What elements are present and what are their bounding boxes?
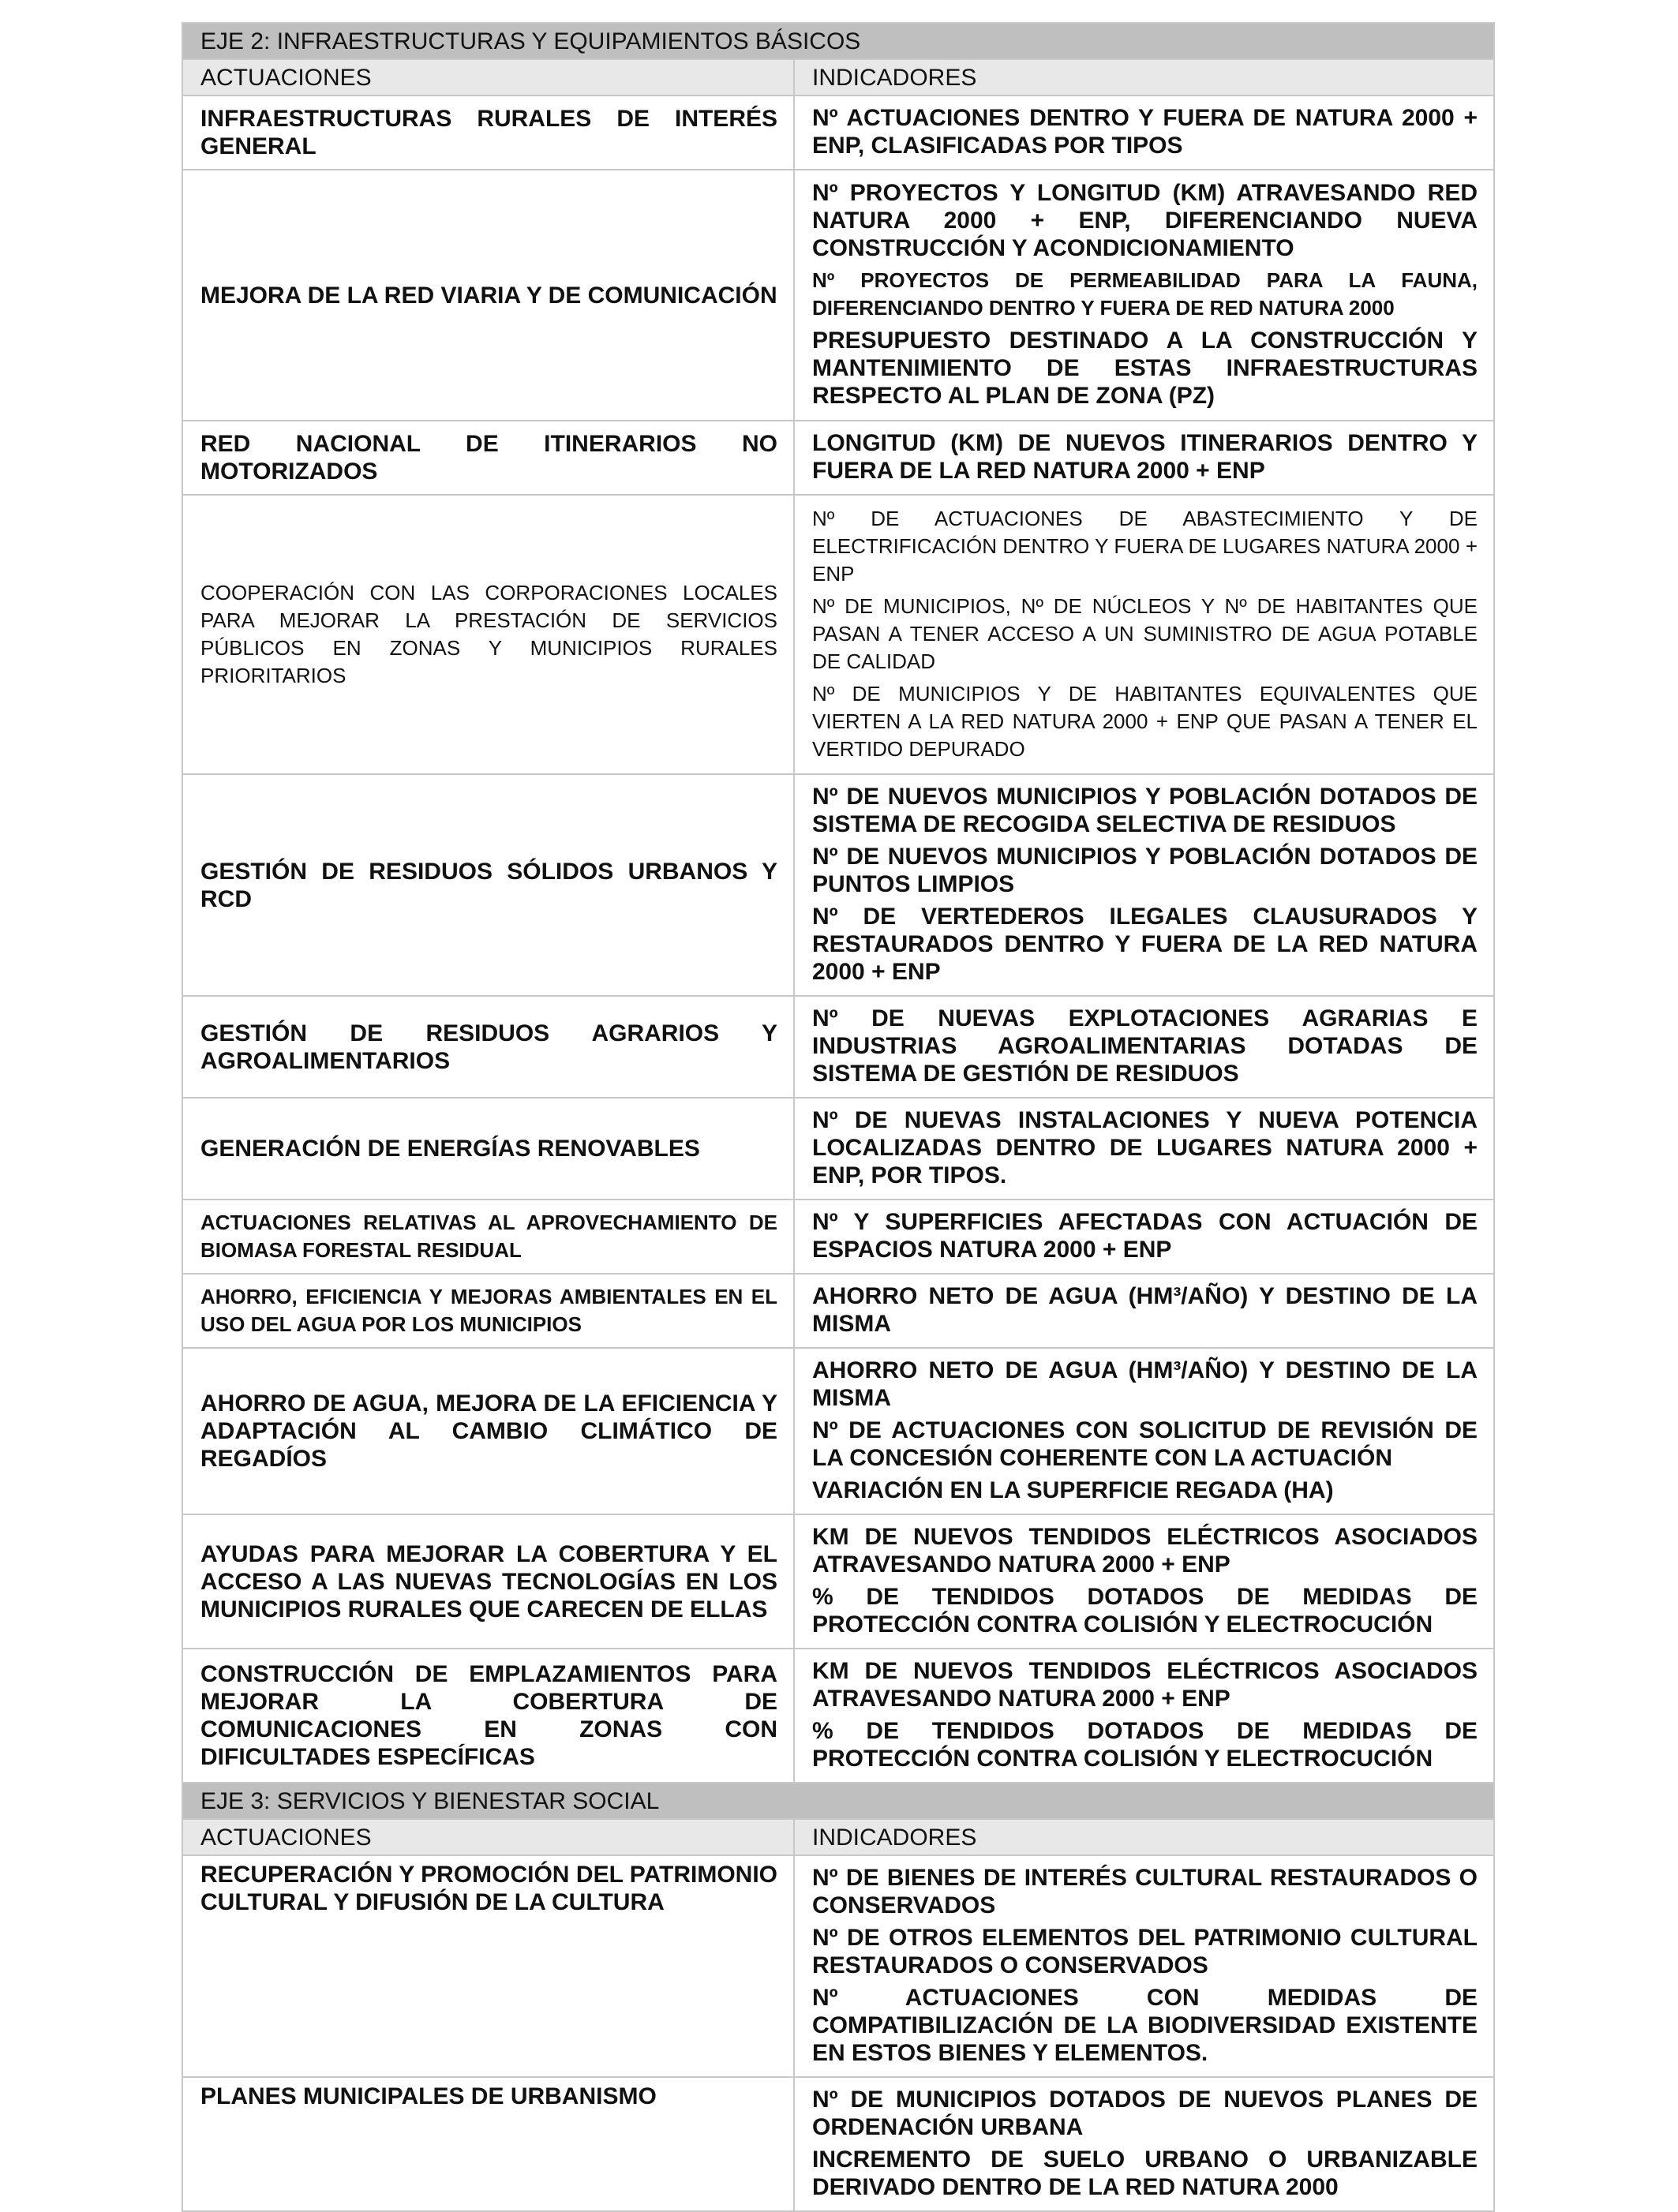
indicadores-cell xyxy=(794,95,1494,170)
indicadores-cell xyxy=(794,1649,1494,1783)
table-row xyxy=(182,1855,1494,2077)
indicador: Nº DE MUNICIPIOS DOTADOS DE NUEVOS PLANES DE ORDENACIÓN URBANA xyxy=(812,2087,1478,2140)
table-row xyxy=(182,95,1494,170)
column-header-indicadores: INDICADORES xyxy=(794,1819,1494,1855)
indicadores-cell xyxy=(794,1348,1494,1514)
actuacion-cell: RED NACIONAL DE ITINERARIOS NO MOTORIZADOS xyxy=(182,421,794,495)
indicador: VARIACIÓN EN LA SUPERFICIE REGADA (HA) xyxy=(812,1477,1334,1503)
indicador: AHORRO NETO DE AGUA (HM³/AÑO) Y DESTINO DE LA MISMA xyxy=(812,1283,1478,1337)
indicador: % DE TENDIDOS DOTADOS DE MEDIDAS DE PROTECCIÓN CONTRA COLISIÓN Y ELECTROCUCIÓN xyxy=(812,1718,1478,1772)
actions-indicators-table xyxy=(182,22,1495,2212)
column-header-actuaciones: ACTUACIONES xyxy=(182,1819,794,1855)
table-row xyxy=(182,1098,1494,1200)
column-header-indicadores: INDICADORES xyxy=(794,59,1494,95)
document-page xyxy=(182,22,1493,2212)
actuacion-cell: AHORRO DE AGUA, MEJORA DE LA EFICIENCIA Y ADAPTACIÓN AL CAMBIO CLIMÁTICO DE REGADÍOS xyxy=(182,1348,794,1514)
section-header-eje3 xyxy=(182,1783,1494,1819)
indicador: Nº DE ACTUACIONES DE ABASTECIMIENTO Y DE ELECTRIFICACIÓN DENTRO Y FUERA DE LUGARES NATURA 2000 + ENP xyxy=(812,506,1478,586)
table-row xyxy=(182,170,1494,421)
indicador: LONGITUD (KM) DE NUEVOS ITINERARIOS DENTRO Y FUERA DE LA RED NATURA 2000 + ENP xyxy=(812,430,1478,484)
indicador: Nº DE NUEVOS MUNICIPIOS Y POBLACIÓN DOTADOS DE SISTEMA DE RECOGIDA SELECTIVA DE RESIDUOS xyxy=(812,784,1478,837)
indicadores-cell xyxy=(794,774,1494,996)
table-row xyxy=(182,996,1494,1098)
indicadores-cell xyxy=(794,996,1494,1098)
indicador: AHORRO NETO DE AGUA (HM³/AÑO) Y DESTINO DE LA MISMA xyxy=(812,1357,1478,1411)
indicador: Nº DE VERTEDEROS ILEGALES CLAUSURADOS Y RESTAURADOS DENTRO Y FUERA DE LA RED NATURA 2000 + ENP xyxy=(812,904,1478,985)
actuacion-cell: AYUDAS PARA MEJORAR LA COBERTURA Y EL ACCESO A LAS NUEVAS TECNOLOGÍAS EN LOS MUNICIPIOS RURALES QUE CARECEN DE ELLAS xyxy=(182,1514,794,1649)
column-header-actuaciones: ACTUACIONES xyxy=(182,59,794,95)
indicadores-cell xyxy=(794,1514,1494,1649)
actuacion-cell: GENERACIÓN DE ENERGÍAS RENOVABLES xyxy=(182,1098,794,1200)
indicador: Nº ACTUACIONES CON MEDIDAS DE COMPATIBILIZACIÓN DE LA BIODIVERSIDAD EXISTENTE EN ESTOS BIENES Y ELEMENTOS. xyxy=(812,1985,1478,2066)
indicadores-cell xyxy=(794,2077,1494,2211)
table-row xyxy=(182,774,1494,996)
column-headers xyxy=(182,1819,1494,1855)
indicador: % DE TENDIDOS DOTADOS DE MEDIDAS DE PROTECCIÓN CONTRA COLISIÓN Y ELECTROCUCIÓN xyxy=(812,1584,1478,1637)
actuacion-cell: MEJORA DE LA RED VIARIA Y DE COMUNICACIÓN xyxy=(182,170,794,421)
indicador: Nº DE MUNICIPIOS Y DE HABITANTES EQUIVALENTES QUE VIERTEN A LA RED NATURA 2000 + ENP QUE PASAN A TENER EL VERTIDO DEPURADO xyxy=(812,681,1478,761)
section-header-eje2 xyxy=(182,23,1494,59)
actuacion-cell: RECUPERACIÓN Y PROMOCIÓN DEL PATRIMONIO CULTURAL Y DIFUSIÓN DE LA CULTURA xyxy=(182,1855,794,2077)
table-row xyxy=(182,1200,1494,1274)
actuacion-cell: ACTUACIONES RELATIVAS AL APROVECHAMIENTO DE BIOMASA FORESTAL RESIDUAL xyxy=(182,1200,794,1274)
indicador: Nº DE OTROS ELEMENTOS DEL PATRIMONIO CULTURAL RESTAURADOS O CONSERVADOS xyxy=(812,1925,1478,1978)
indicador: KM DE NUEVOS TENDIDOS ELÉCTRICOS ASOCIADOS ATRAVESANDO NATURA 2000 + ENP xyxy=(812,1658,1478,1712)
table-row xyxy=(182,1649,1494,1783)
indicador: Nº DE NUEVOS MUNICIPIOS Y POBLACIÓN DOTADOS DE PUNTOS LIMPIOS xyxy=(812,844,1478,897)
indicador: Nº DE BIENES DE INTERÉS CULTURAL RESTAURADOS O CONSERVADOS xyxy=(812,1865,1478,1918)
table-row xyxy=(182,1348,1494,1514)
actuacion-cell: GESTIÓN DE RESIDUOS AGRARIOS Y AGROALIMENTARIOS xyxy=(182,996,794,1098)
indicador: Nº PROYECTOS DE PERMEABILIDAD PARA LA FAUNA, DIFERENCIANDO DENTRO Y FUERA DE RED NATURA 2000 xyxy=(812,268,1478,320)
indicador: Nº DE NUEVAS EXPLOTACIONES AGRARIAS E INDUSTRIAS AGROALIMENTARIAS DOTADAS DE SISTEMA DE GESTIÓN DE RESIDUOS xyxy=(812,1005,1478,1087)
table-row xyxy=(182,495,1494,774)
actuacion-cell: GESTIÓN DE RESIDUOS SÓLIDOS URBANOS Y RCD xyxy=(182,774,794,996)
indicador: Nº DE MUNICIPIOS, Nº DE NÚCLEOS Y Nº DE HABITANTES QUE PASAN A TENER ACCESO A UN SUMINISTRO DE AGUA POTABLE DE CALIDAD xyxy=(812,593,1478,673)
column-headers xyxy=(182,59,1494,95)
indicador: Nº PROYECTOS Y LONGITUD (KM) ATRAVESANDO RED NATURA 2000 + ENP, DIFERENCIANDO NUEVA CONSTRUCCIÓN Y ACONDICIONAMIENTO xyxy=(812,180,1478,261)
table-row xyxy=(182,1514,1494,1649)
actuacion-cell: CONSTRUCCIÓN DE EMPLAZAMIENTOS PARA MEJORAR LA COBERTURA DE COMUNICACIONES EN ZONAS CON DIFICULTADES ESPECÍFICAS xyxy=(182,1649,794,1783)
indicador: Nº DE NUEVAS INSTALACIONES Y NUEVA POTENCIA LOCALIZADAS DENTRO DE LUGARES NATURA 2000 + ENP, POR TIPOS. xyxy=(812,1107,1478,1188)
indicador: KM DE NUEVOS TENDIDOS ELÉCTRICOS ASOCIADOS ATRAVESANDO NATURA 2000 + ENP xyxy=(812,1524,1478,1578)
indicador: Nº ACTUACIONES DENTRO Y FUERA DE NATURA 2000 + ENP, CLASIFICADAS POR TIPOS xyxy=(812,105,1478,159)
indicador: PRESUPUESTO DESTINADO A LA CONSTRUCCIÓN Y MANTENIMIENTO DE ESTAS INFRAESTRUCTURAS RESPECTO AL PLAN DE ZONA (PZ) xyxy=(812,327,1478,409)
table-row xyxy=(182,421,1494,495)
indicadores-cell xyxy=(794,495,1494,774)
actuacion-cell: PLANES MUNICIPALES DE URBANISMO xyxy=(182,2077,794,2211)
indicadores-cell xyxy=(794,1098,1494,1200)
indicador: INCREMENTO DE SUELO URBANO O URBANIZABLE DERIVADO DENTRO DE LA RED NATURA 2000 xyxy=(812,2147,1478,2200)
indicadores-cell xyxy=(794,1855,1494,2077)
indicador: Nº DE ACTUACIONES CON SOLICITUD DE REVISIÓN DE LA CONCESIÓN COHERENTE CON LA ACTUACIÓN xyxy=(812,1417,1478,1471)
table-row xyxy=(182,2077,1494,2211)
indicadores-cell xyxy=(794,170,1494,421)
indicador: Nº Y SUPERFICIES AFECTADAS CON ACTUACIÓN DE ESPACIOS NATURA 2000 + ENP xyxy=(812,1209,1478,1263)
actuacion-cell: INFRAESTRUCTURAS RURALES DE INTERÉS GENERAL xyxy=(182,95,794,170)
table-row xyxy=(182,1274,1494,1348)
actuacion-cell: COOPERACIÓN CON LAS CORPORACIONES LOCALES PARA MEJORAR LA PRESTACIÓN DE SERVICIOS PÚBLICOS EN ZONAS Y MUNICIPIOS RURALES PRIORITARIOS xyxy=(182,495,794,774)
indicadores-cell xyxy=(794,421,1494,495)
indicadores-cell xyxy=(794,1200,1494,1274)
indicadores-cell xyxy=(794,1274,1494,1348)
section-title: EJE 2: INFRAESTRUCTURAS Y EQUIPAMIENTOS BÁSICOS xyxy=(182,23,1494,59)
actuacion-cell: AHORRO, EFICIENCIA Y MEJORAS AMBIENTALES EN EL USO DEL AGUA POR LOS MUNICIPIOS xyxy=(182,1274,794,1348)
section-title: EJE 3: SERVICIOS Y BIENESTAR SOCIAL xyxy=(182,1783,1494,1819)
